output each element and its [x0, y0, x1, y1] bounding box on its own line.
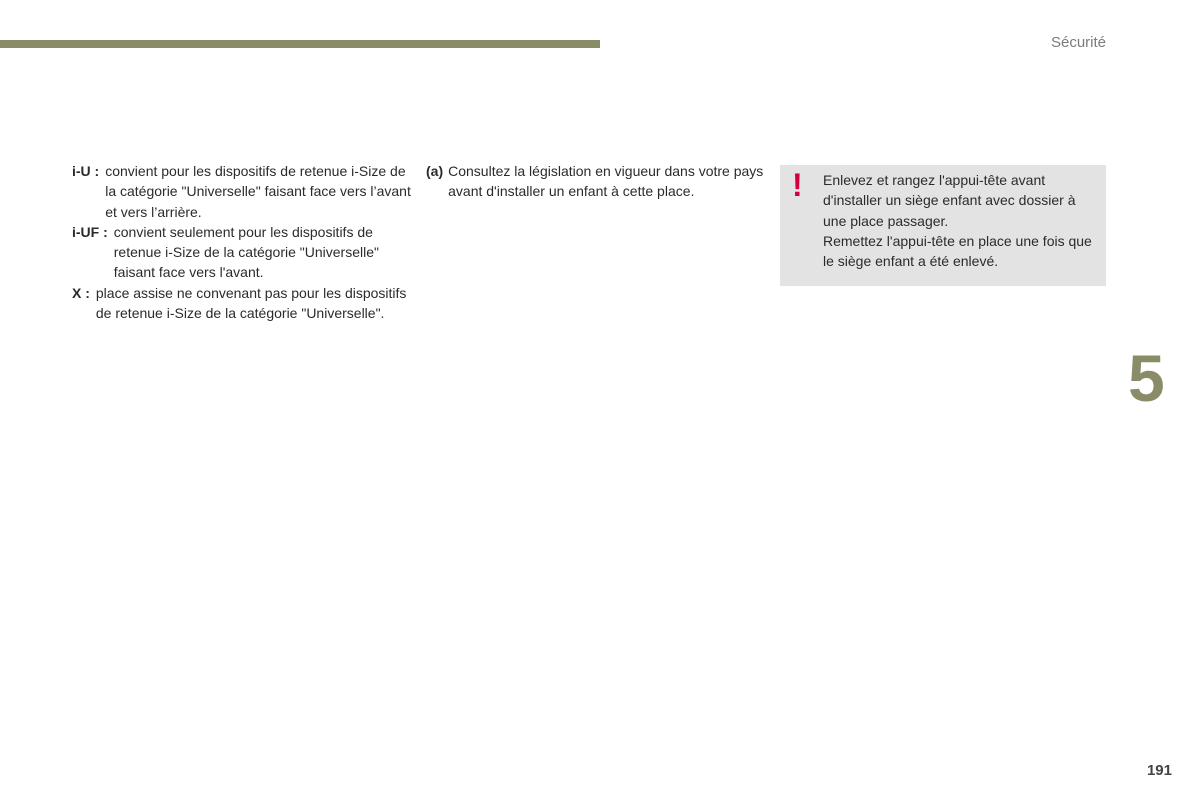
footnote: [426, 161, 766, 202]
definition-term: i-U :: [72, 163, 100, 179]
definition-item: [72, 283, 412, 324]
warning-box: [780, 165, 1106, 286]
definition-description: convient pour les dispositifs de retenue i-Size de la catégorie "Universelle" faisant face vers l’avant et vers l’arrière.: [105, 163, 411, 220]
warning-text: [823, 170, 1098, 271]
definition-description: convient seulement pour les dispositifs de retenue i-Size de la catégorie "Universelle" faisant face vers l'avant.: [113, 223, 379, 281]
page-number: 191: [1146, 762, 1172, 779]
warning-paragraph: Remettez l'appui-tête en place une fois que le siège enfant a été enlevé.: [823, 232, 1092, 270]
footnote-text: Consultez la législation en vigueur dans votre pays avant d'installer un enfant à cette place.: [448, 163, 764, 200]
footnote-mark: (a): [426, 163, 444, 179]
definition-term: i-UF :: [72, 223, 108, 240]
definition-description: place assise ne convenant pas pour les dispositifs de retenue i-Size de la catégorie "Universelle".: [95, 284, 407, 322]
definition-item: [72, 222, 412, 283]
exclamation-icon: !: [792, 167, 803, 203]
section-title: Sécurité: [1050, 34, 1106, 51]
definitions-list: [72, 161, 412, 323]
definition-item: [72, 161, 412, 222]
header-rule: [0, 40, 600, 48]
warning-paragraph: Enlevez et rangez l'appui-tête avant d'installer un siège enfant avec dossier à une place passager.: [823, 172, 1076, 229]
definition-term: X :: [72, 284, 90, 301]
chapter-number: 5: [1128, 341, 1165, 415]
